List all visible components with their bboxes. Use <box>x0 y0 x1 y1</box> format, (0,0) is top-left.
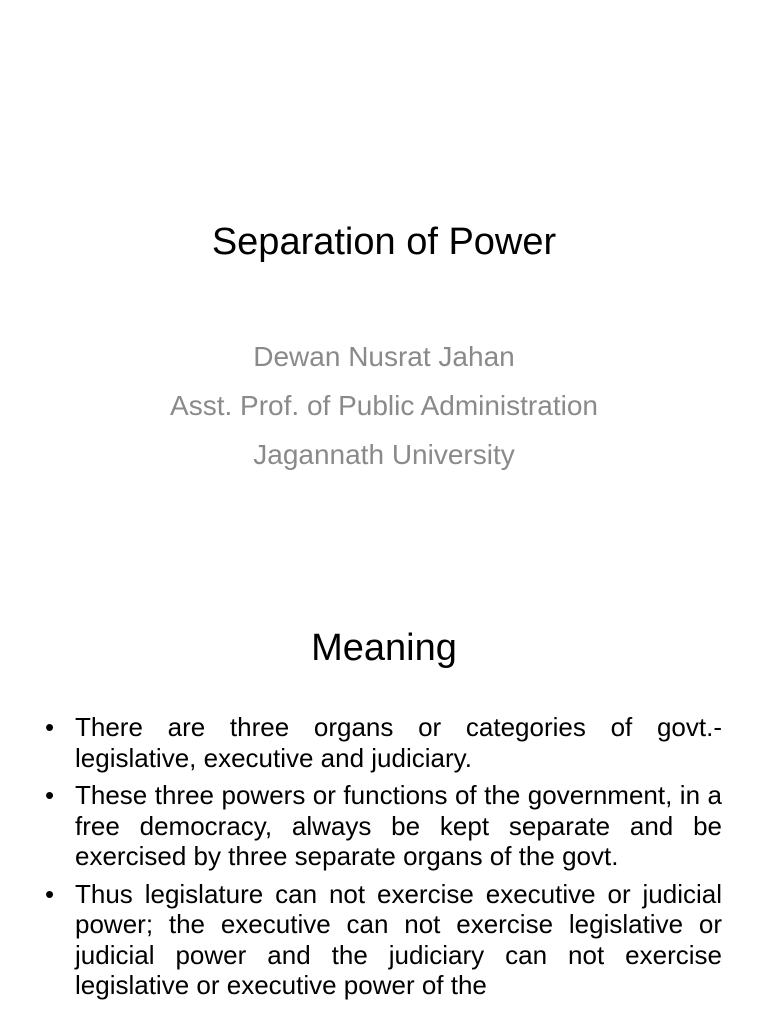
meaning-slide <box>0 576 768 1024</box>
subtitle-block <box>0 332 768 479</box>
bullet-item <box>45 879 722 1001</box>
bullet-item <box>45 712 722 773</box>
bullet-dot-icon: • <box>45 780 55 810</box>
slide-heading: Meaning <box>311 627 457 669</box>
author-name: Dewan Nusrat Jahan <box>253 341 515 372</box>
bullet-dot-icon: • <box>45 878 55 909</box>
author-position: Asst. Prof. of Public Administration <box>170 390 598 421</box>
bullet-text: These three powers or functions of the government, in a free democracy, always be kept separate and be exercised by three separate organs of the govt. <box>75 780 722 871</box>
bullet-list <box>45 712 722 1008</box>
bullet-item <box>45 780 722 872</box>
bullet-dot-icon: • <box>45 712 55 742</box>
slide-title: Separation of Power <box>211 221 557 263</box>
bullet-text: Thus legislature can not exercise executive or judicial power; the executive can not exercise legislative or judicial power and the judiciary can not exercise legislative or executive power of the <box>75 878 722 1000</box>
author-institution: Jagannath University <box>253 439 515 470</box>
bullet-text: There are three organs or categories of govt.- legislative, executive and judiciary. <box>75 712 722 773</box>
